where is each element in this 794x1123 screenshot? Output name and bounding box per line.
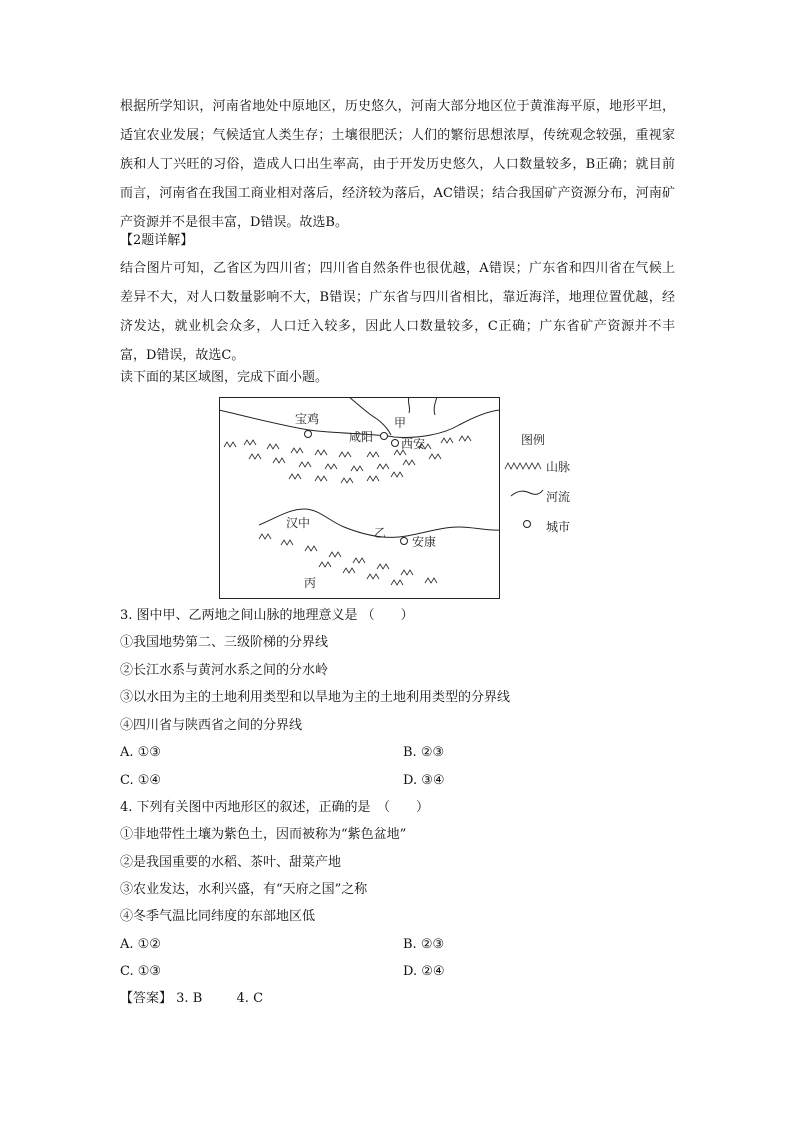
- label-baoji: 宝鸡: [295, 412, 320, 426]
- legend-city-label: 城市: [546, 520, 571, 534]
- legend-mountain-label: 山脉: [546, 460, 571, 474]
- label-xianyang: 咸阳: [349, 430, 374, 444]
- q3-stem: 3. 图中甲、乙两地之间山脉的地理意义是 （ ）: [120, 608, 414, 623]
- legend-mountain-icon: [504, 458, 544, 472]
- q4-option-a: A. ①②: [120, 937, 161, 952]
- section-heading-q2: 【2题详解】: [120, 233, 194, 248]
- label-hanzhong: 汉中: [286, 516, 311, 530]
- legend-title: 图例: [521, 433, 546, 447]
- label-jia: 甲: [394, 416, 407, 430]
- q3-option-c: C. ①④: [120, 773, 162, 788]
- q4-item-4: ④冬季气温比同纬度的东部地区低: [120, 909, 316, 924]
- q3-item-3: ③以水田为主的土地利用类型和以旱地为主的土地利用类型的分界线: [120, 690, 511, 705]
- q3-item-2: ②长江水系与黄河水系之间的分水岭: [120, 663, 329, 678]
- city-marker-baoji: [305, 431, 312, 438]
- q4-option-d: D. ②④: [403, 964, 445, 979]
- legend-city-icon: [521, 518, 533, 530]
- q4-stem: 4. 下列有关图中丙地形区的叙述，正确的是 （ ）: [120, 800, 430, 815]
- label-xian: 西安: [401, 437, 426, 451]
- solution-paragraph-2: 结合图片可知，乙省区为四川省；四川省自然条件也很优越，A错误；广东省和四川省在气候上差异不大，对人口数量影响不大，B错误；广东省与四川省相比，靠近海洋，地理位置优越，经济发达，就业机会众多，人口迁入较多，因此人口数量较多，C正确；广东省矿产资源并不丰富，D错误，故选C。: [120, 261, 675, 363]
- city-marker-ankang: [401, 538, 408, 545]
- q4-item-3: ③农业发达，水利兴盛，有“天府之国”之称: [120, 882, 368, 897]
- q3-option-b: B. ②③: [403, 745, 445, 760]
- q4-option-c: C. ①③: [120, 964, 162, 979]
- q4-item-1: ①非地带性土壤为紫色土，因而被称为“紫色盆地”: [120, 827, 407, 842]
- q3-item-1: ①我国地势第二、三级阶梯的分界线: [120, 635, 329, 650]
- reading-intro: 读下面的某区域图，完成下面小题。: [120, 370, 329, 385]
- label-yi: 乙: [374, 526, 387, 540]
- q4-item-2: ②是我国重要的水稻、茶叶、甜菜产地: [120, 855, 342, 870]
- solution-paragraph-1: 根据所学知识，河南省地处中原地区，历史悠久，河南大部分地区位于黄淮海平原，地形平坦，适宜农业发展；气候适宜人类生存；土壤很肥沃；人们的繁衍思想浓厚，传统观念较强，重视家族和人丁兴旺的习俗，造成人口出生率高，由于开发历史悠久，人口数量较多，B正确；就目前而言，河南省在我国工商业相对落后，经济较为落后，AC错误；结合我国矿产资源分布，河南矿产资源并不是很丰富，D错误。故选B。: [120, 99, 675, 230]
- q3-option-a: A. ①③: [120, 745, 161, 760]
- q4-option-b: B. ②③: [403, 937, 445, 952]
- q3-item-4: ④四川省与陕西省之间的分界线: [120, 718, 303, 733]
- city-marker-xian: [392, 440, 399, 447]
- answer-q3: 3. B: [176, 991, 203, 1006]
- answer-row: [120, 989, 263, 1009]
- region-map: [219, 397, 500, 599]
- legend-river-icon: [510, 486, 544, 500]
- legend-river-label: 河流: [546, 490, 571, 504]
- city-marker-xianyang: [381, 433, 388, 440]
- label-ankang: 安康: [412, 535, 437, 549]
- answer-label: 【答案】: [120, 991, 173, 1006]
- q3-option-d: D. ③④: [403, 773, 445, 788]
- label-bing: 丙: [304, 576, 317, 590]
- answer-q4: 4. C: [236, 991, 264, 1006]
